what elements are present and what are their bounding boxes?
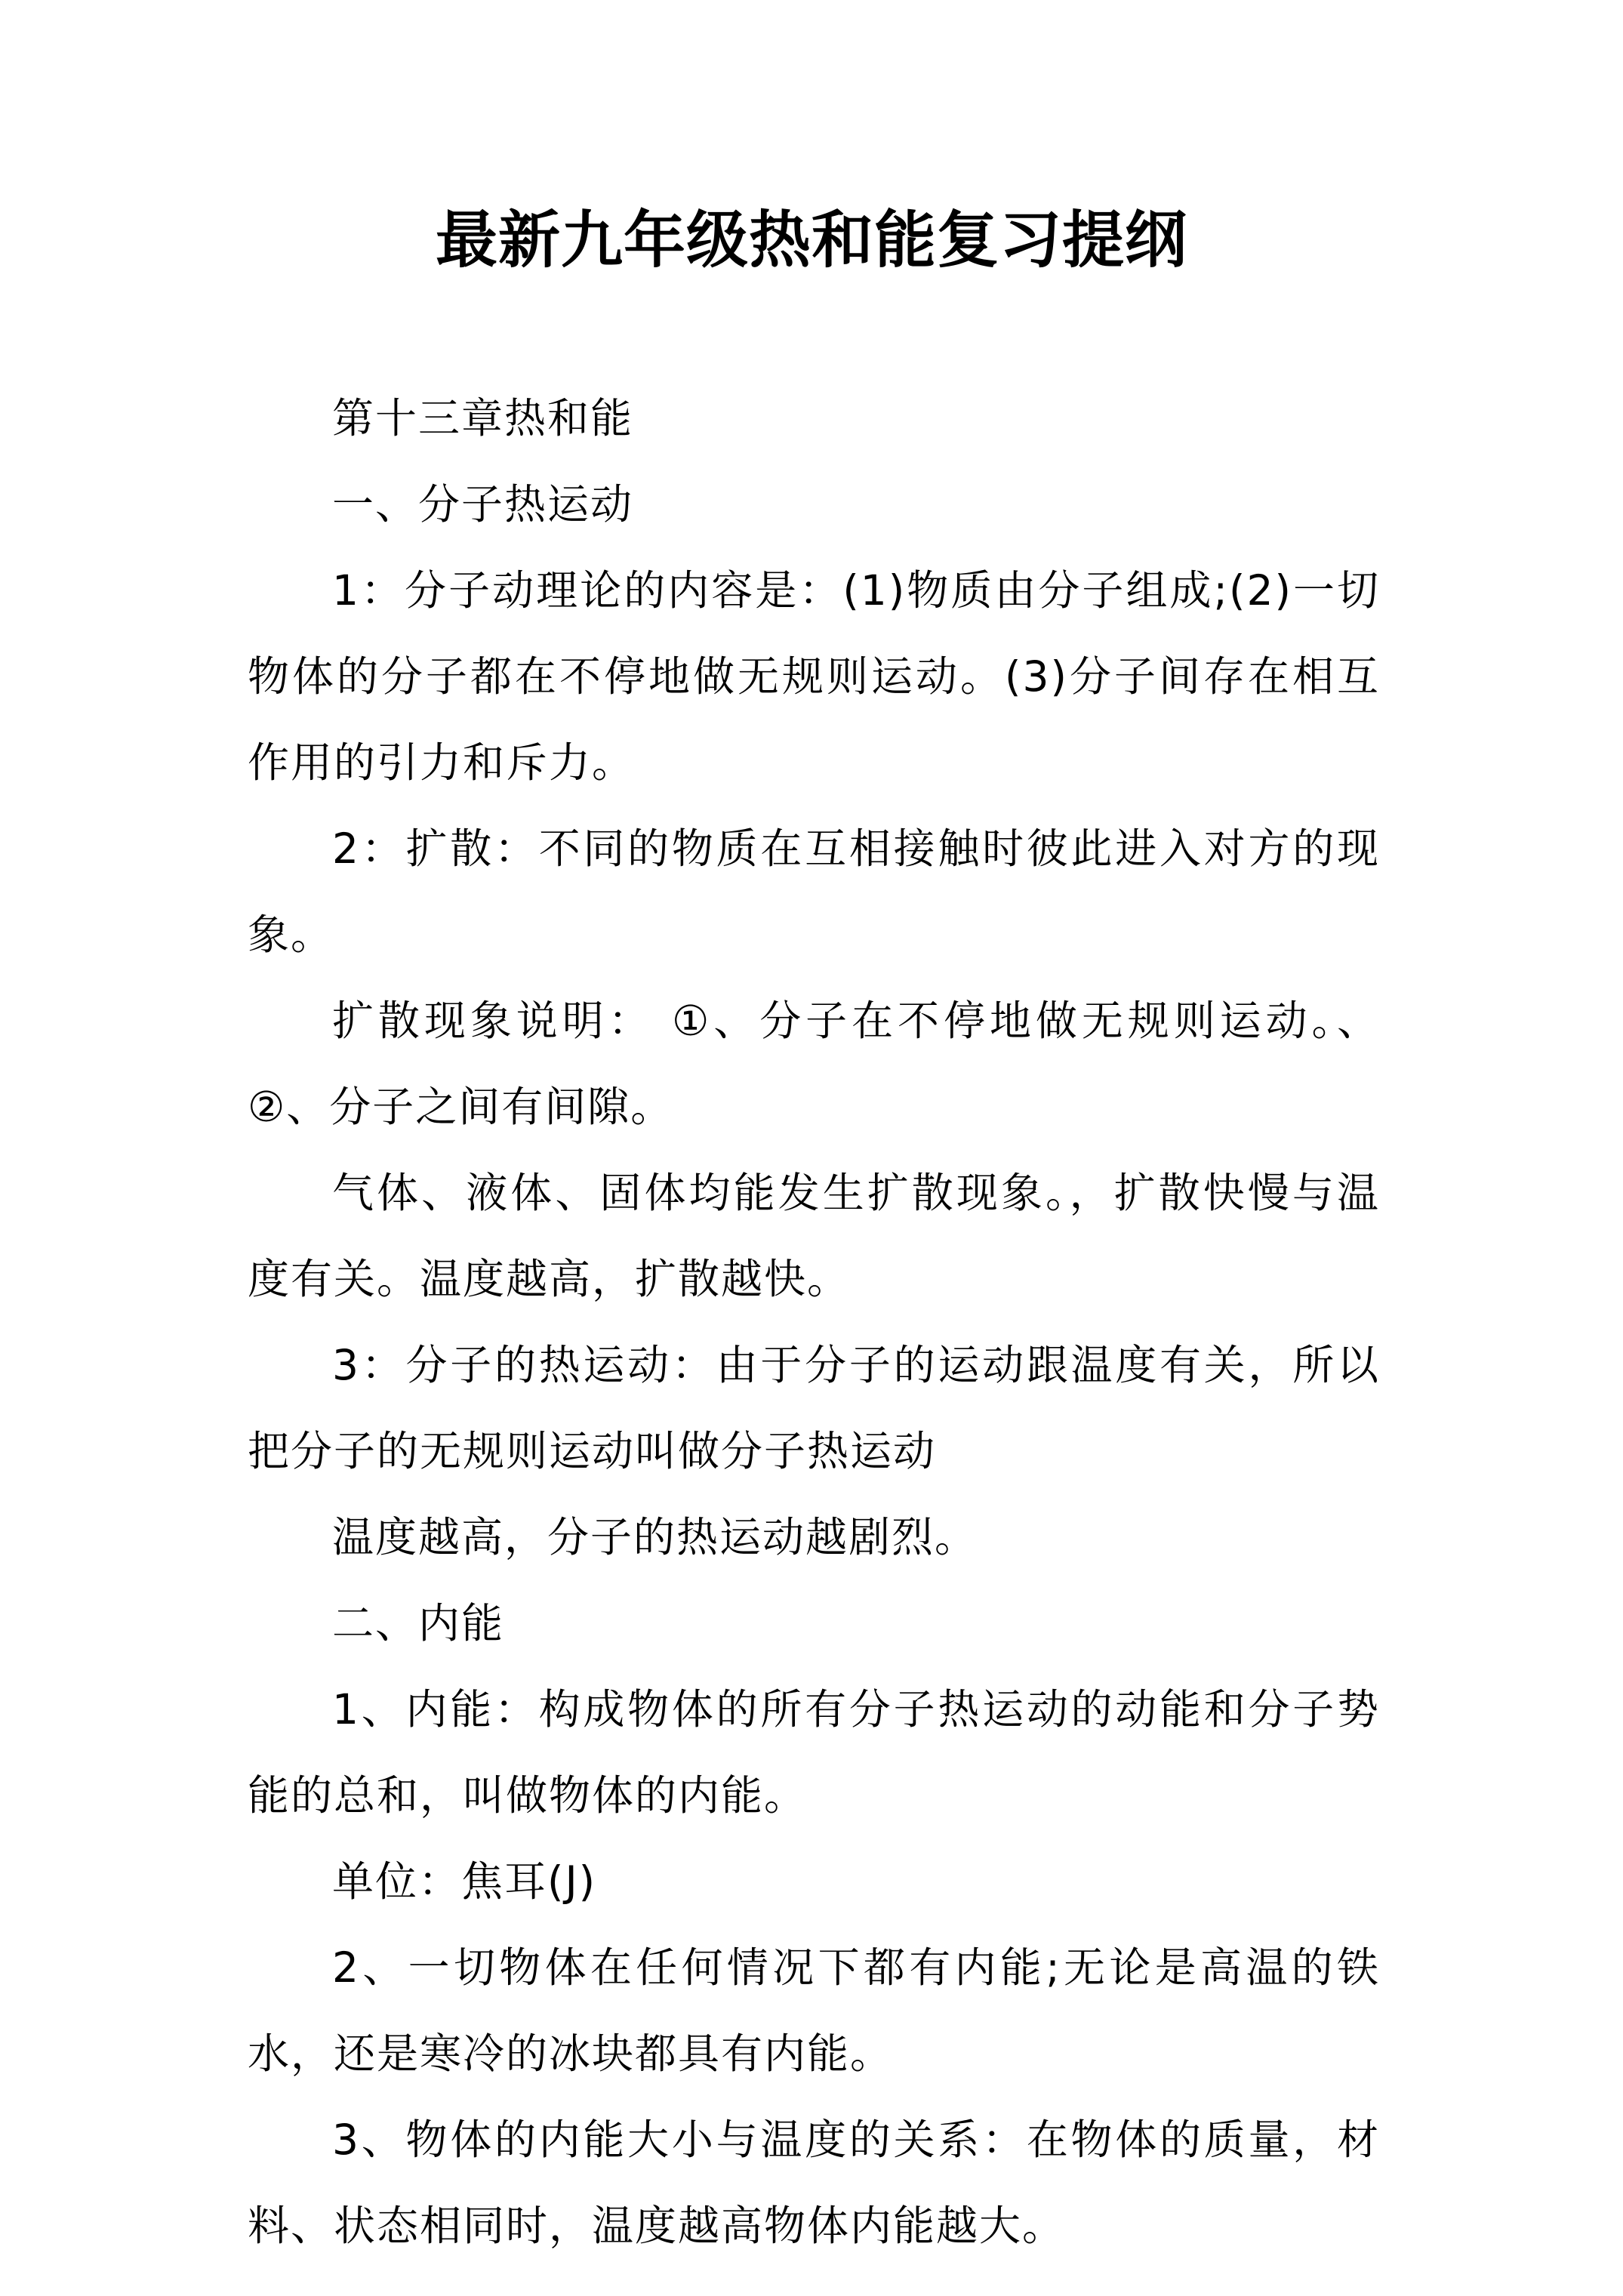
- paragraph-energy-temperature: 3、物体的内能大小与温度的关系：在物体的质量，材料、状态相同时，温度越高物体内能越大。: [248, 2116, 1380, 2250]
- paragraph-all-objects-energy: 2、一切物体在任何情况下都有内能;无论是高温的铁水，还是寒冷的冰块都具有内能。: [248, 1943, 1380, 2078]
- paragraph-internal-energy-definition: 1、内能：构成物体的所有分子热运动的动能和分子势能的总和，叫做物体的内能。: [248, 1685, 1380, 1820]
- paragraph-diffusion-states: 气体、液体、固体均能发生扩散现象。，扩散快慢与温度有关。温度越高，扩散越快。: [248, 1169, 1380, 1303]
- paragraph-molecular-theory: 1：分子动理论的内容是：(1)物质由分子组成;(2)一切物体的分子都在不停地做无规则运动。(3)分子间存在相互作用的引力和斥力。: [248, 566, 1380, 787]
- paragraph-thermal-motion: 3：分子的热运动：由于分子的运动跟温度有关，所以把分子的无规则运动叫做分子热运动: [248, 1341, 1380, 1475]
- paragraph-temperature-motion: 温度越高，分子的热运动越剧烈。: [332, 1513, 978, 1561]
- section-heading-internal-energy: 二、内能: [332, 1599, 505, 1647]
- document-body: [248, 375, 1380, 2269]
- paragraph-diffusion-explanation: 扩散现象说明： ①、分子在不停地做无规则运动。、②、分子之间有间隙。: [248, 997, 1380, 1131]
- section-heading-molecular-motion: 一、分子热运动: [332, 480, 634, 529]
- paragraph-unit: 单位：焦耳(J): [332, 1857, 597, 1906]
- chapter-heading: 第十三章热和能: [332, 394, 634, 442]
- document-title: 最新九年级热和能复习提纲: [435, 204, 1187, 276]
- paragraph-diffusion: 2：扩散：不同的物质在互相接触时彼此进入对方的现象。: [248, 824, 1380, 959]
